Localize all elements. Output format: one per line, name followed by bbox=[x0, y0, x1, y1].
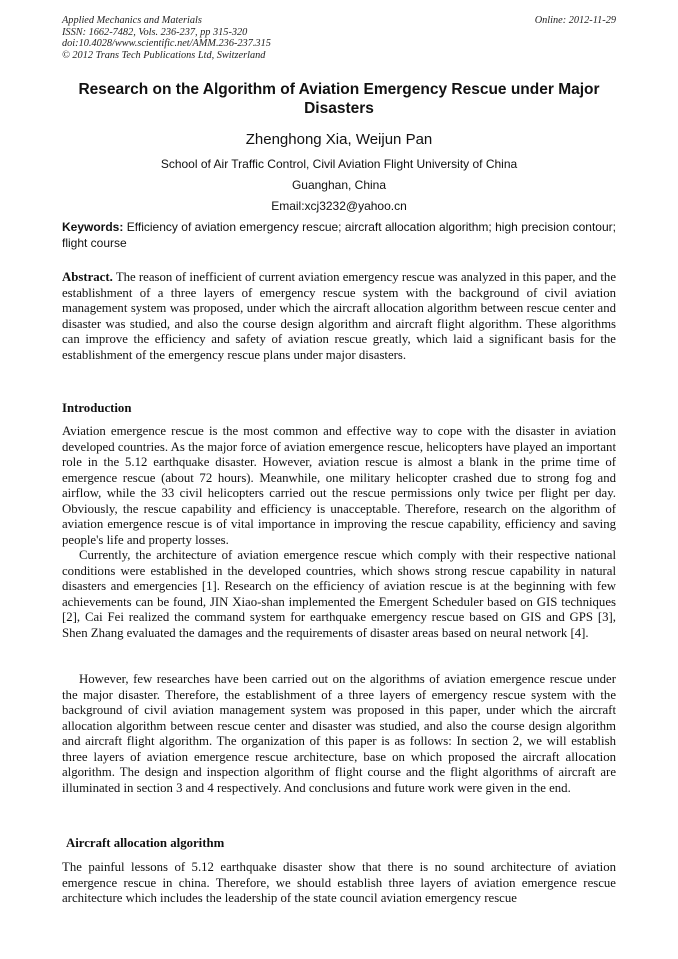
intro-paragraph-1: Aviation emergence rescue is the most common and effective way to cope with the disaster in aviation developed countries. As the major force of aviation emergence rescue, helicopters have played an important role in the 5.12 earthquake disaster. However, aviation rescue is almost a blank in the prime time of emergence rescue (about 72 hours). Meanwhile, one military helicopter crashed due to strong fog and airflow, while the 33 civil helicopters carried out the rescue permissions only twice per flight per day. Obviously, the rescue capability and efficiency is unacceptable. Therefore, research on the algorithm of aviation emergence rescue is of vital importance in improving the rescue capability, efficiency and saving people's life and property losses. bbox=[62, 424, 616, 547]
online-date: Online: 2012-11-29 bbox=[534, 15, 616, 26]
section2-paragraph-1: The painful lessons of 5.12 earthquake disaster show that there is no sound architecture of aviation emergence rescue in china. Therefore, we should establish three layers of aviation emergence rescue architecture which includes the leadership of the state council aviation emergency rescue bbox=[62, 860, 616, 905]
abstract bbox=[62, 270, 616, 363]
keywords-label: Keywords: bbox=[62, 220, 124, 234]
affiliation-school: School of Air Traffic Control, Civil Aviation Flight University of China bbox=[160, 157, 518, 171]
issn-line: ISSN: 1662-7482, Vols. 236-237, pp 315-320 bbox=[62, 26, 248, 38]
copyright-line: © 2012 Trans Tech Publications Ltd, Switzerland bbox=[62, 49, 266, 61]
keywords bbox=[62, 220, 616, 251]
paper-title: Research on the Algorithm of Aviation Emergency Rescue under Major Disasters bbox=[78, 81, 600, 117]
journal-name: Applied Mechanics and Materials bbox=[62, 15, 202, 26]
section-heading-allocation: Aircraft allocation algorithm bbox=[66, 836, 225, 850]
introduction-heading: Introduction bbox=[62, 401, 132, 415]
journal-header bbox=[62, 15, 616, 61]
intro-paragraph-2: Currently, the architecture of aviation emergence rescue which comply with their respective national conditions were established in the developed countries, which shows strong rescue capability in natural disasters and emergencies [1]. Research on the efficiency of aviation rescue is at the beginning with few achievements can be found, JIN Xiao-shan implemented the Emergent Scheduler based on GIS techniques [2], Cai Fei realized the command system for earthquake emergency rescue based on GIS and GPS [3], Shen Zhang evaluated the damages and the requirements of disaster areas based on neural network [4]. bbox=[62, 548, 616, 640]
abstract-text: The reason of inefficient of current aviation emergency rescue was analyzed in this paper, and the establishment of a three layers of emergency rescue system with the background of civil aviation management system was proposed, under which the aircraft allocation algorithm between rescue center and disaster was studied, and also the course design algorithm and aircraft flight algorithm. These algorithms can improve the efficiency and safety of aviation rescue greatly, which laid a significant basis for the establishment of the emergency rescue plans under major disasters. bbox=[62, 270, 617, 362]
paper-authors: Zhenghong Xia, Weijun Pan bbox=[245, 131, 433, 148]
keywords-text: Efficiency of aviation emergency rescue; aircraft allocation algorithm; high precision contour; flight course bbox=[62, 220, 616, 250]
doi-line: doi:10.4028/www.scientific.net/AMM.236-237.315 bbox=[62, 38, 271, 49]
intro-paragraph-3: However, few researches have been carried out on the algorithms of aviation emergence rescue under the major disaster. Therefore, the establishment of a three layers of emergency rescue system with the background of civil aviation management system was proposed in this paper, under which the aircraft allocation algorithm between rescue center and disaster was studied, and also the course design algorithm and aircraft flight algorithm. The organization of this paper is as follows: In section 2, we will establish three layers of aviation emergence rescue architecture, base on which proposed the aircraft allocation algorithm. The design and inspection algorithm of flight course and the flight algorithms of aircraft are illuminated in section 3 and 4 respectively. And conclusions and future work were given in the end. bbox=[62, 672, 616, 795]
abstract-label: Abstract. bbox=[62, 270, 113, 284]
affiliation-city: Guanghan, China bbox=[291, 178, 387, 192]
affiliation-email: Email:xcj3232@yahoo.cn bbox=[271, 199, 407, 213]
